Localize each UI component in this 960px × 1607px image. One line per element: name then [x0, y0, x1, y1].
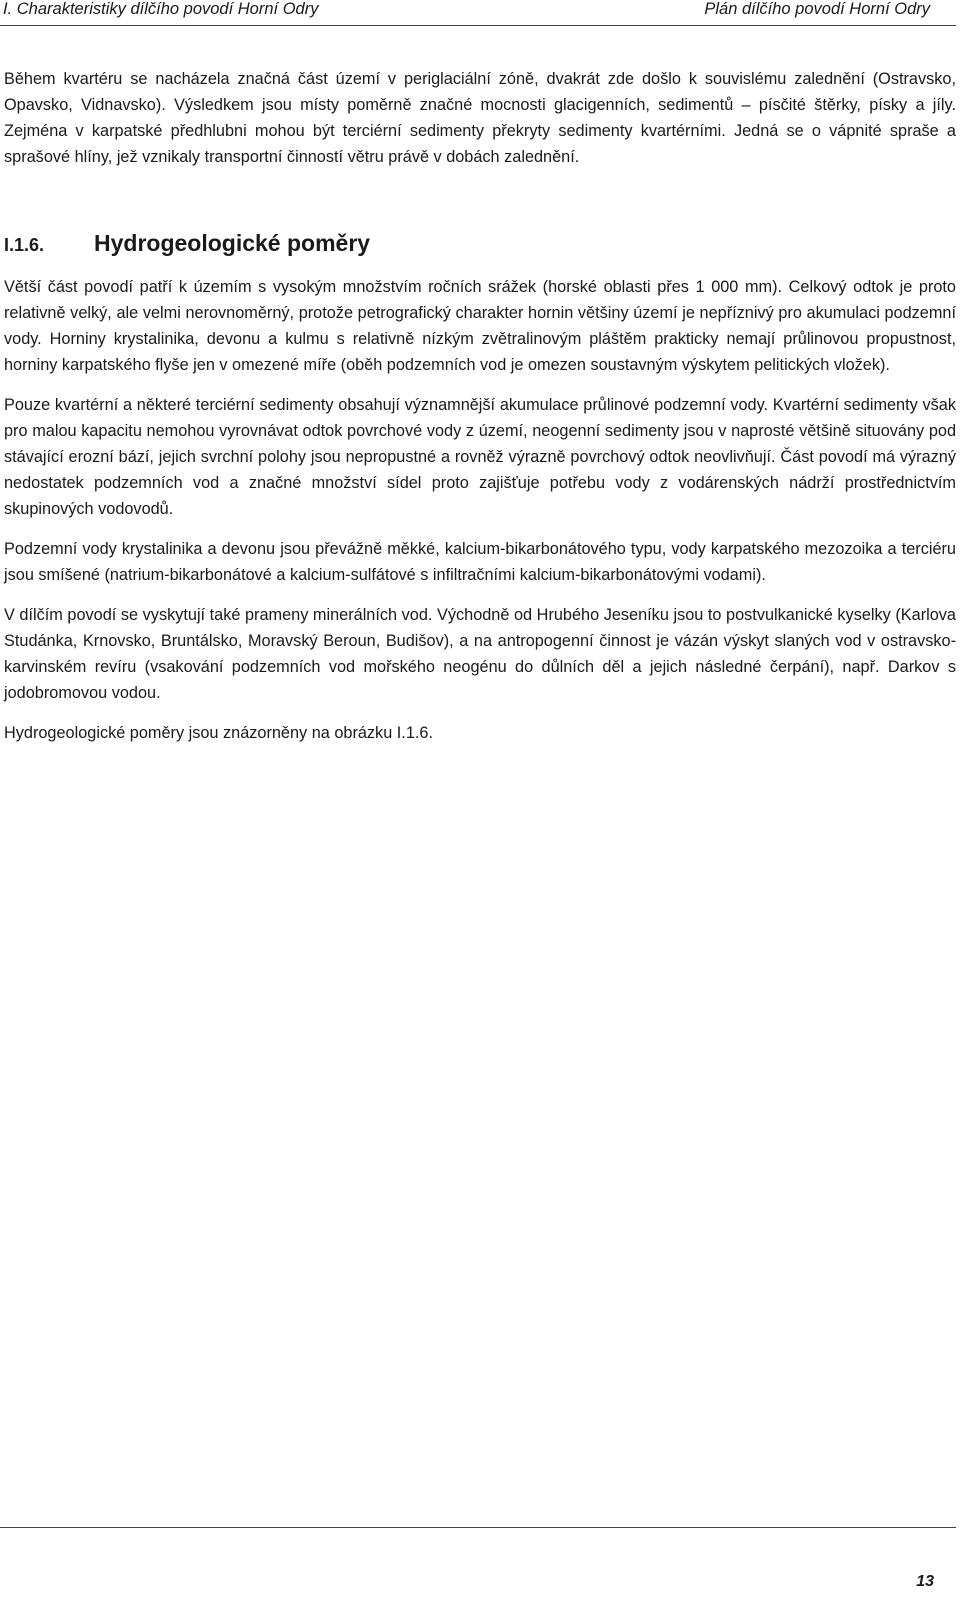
page-header — [0, 0, 960, 24]
body-paragraph-1: Větší část povodí patří k územím s vysokým množstvím ročních srážek (horské oblasti přes 1 000 mm). Celkový odtok je proto relativně velký, ale velmi nerovnoměrný, protože petrografický charakter hornin většiny území je nepříznivý pro akumulaci podzemní vody. Horniny krystalinika, devonu a kulmu s relativně nízkým zvětralinovým pláštěm prakticky nemají průlinovou propustnost, horniny karpatského flyše jen v omezené míře (oběh podzemních vod je omezen soustavným výskytem pelitických vložek). — [4, 278, 956, 374]
header-document-title: Plán dílčího povodí Horní Odry — [704, 0, 930, 18]
body-paragraph-4: V dílčím povodí se vyskytují také prameny minerálních vod. Východně od Hrubého Jeseníku jsou to postvulkanické kyselky (Karlova Studánka, Krnovsko, Bruntálsko, Moravský Beroun, Budišov), a na antropogenní činnost je vázán výskyt slaných vod v ostravsko-karvinském revíru (vsakování podzemních vod mořského neogénu do důlních děl a jejich následné čerpání), např. Darkov s jodobromovou vodou. — [4, 606, 956, 702]
page-number: 13 — [916, 1573, 934, 1590]
body-paragraph-5: Hydrogeologické poměry jsou znázorněny na obrázku I.1.6. — [4, 724, 433, 742]
section-title: Hydrogeologické poměry — [94, 230, 371, 256]
body-paragraph-2: Pouze kvartérní a některé terciérní sedimenty obsahují významnější akumulace průlinové podzemní vody. Kvartérní sedimenty však pro malou kapacitu nemohou vyrovnávat odtok povrchové vody z území, neogenní sedimenty jsou v naprosté většině situovány pod stávající erozní bází, jejich svrchní polohy jsou nepropustné a rovněž výrazně povrchový odtok neovlivňují. Část povodí má výrazný nedostatek podzemních vod a značné množství sídel proto zajišťuje potřebu vody z vodárenských nádrží prostřednictvím skupinových vodovodů. — [4, 396, 956, 518]
intro-paragraph: Během kvartéru se nacházela značná část území v periglaciální zóně, dvakrát zde došlo k souvislému zalednění (Ostravsko, Opavsko, Vidnavsko). Výsledkem jsou místy poměrně značné mocnosti glacigenních, sedimentů – písčité štěrky, písky a jíly. Zejména v karpatské předhlubni mohou být terciérní sedimenty překryty sedimenty kvartérními. Jedná se o vápnité spraše a sprašové hlíny, jež vznikaly transportní činností větru právě v dobách zalednění. — [4, 70, 956, 166]
section-heading — [4, 228, 956, 260]
header-chapter-title: I. Charakteristiky dílčího povodí Horní Odry — [3, 0, 319, 18]
header-divider — [0, 25, 956, 26]
section-number: I.1.6. — [4, 235, 45, 255]
page-body — [4, 66, 956, 746]
body-paragraph-3: Podzemní vody krystalinika a devonu jsou převážně měkké, kalcium-bikarbonátového typu, vody karpatského mezozoika a terciéru jsou smíšené (natrium-bikarbonátové a kalcium-sulfátové s infiltračními kalcium-bikarbonátovými vodami). — [4, 540, 956, 584]
footer-divider — [0, 1527, 956, 1528]
